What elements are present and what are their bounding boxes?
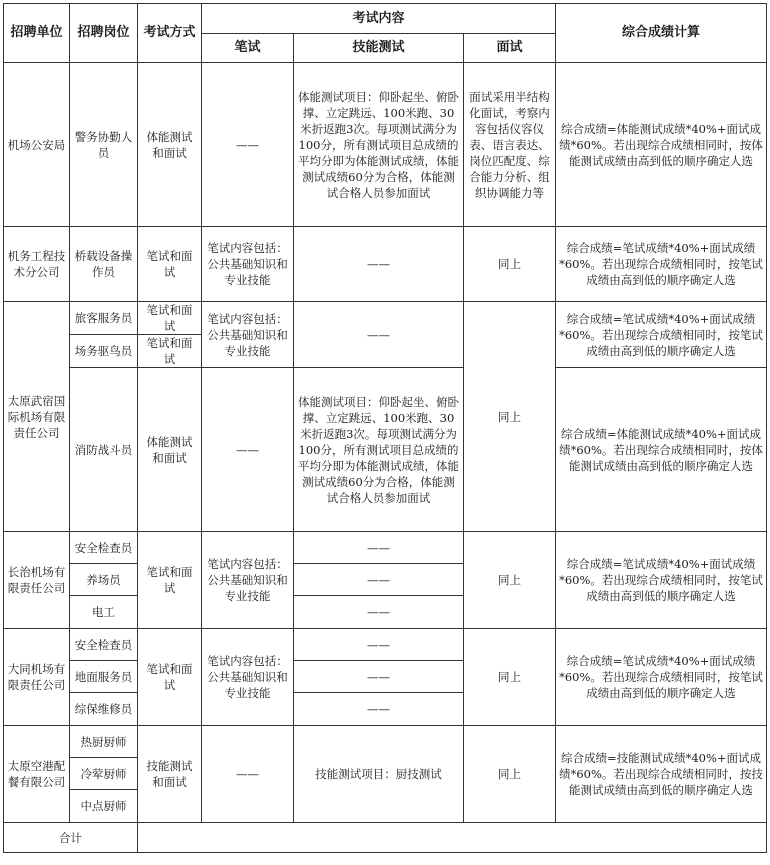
position-cell: 养场员 bbox=[70, 564, 138, 596]
unit-cell: 长治机场有限责任公司 bbox=[4, 532, 70, 629]
recruitment-table bbox=[3, 3, 767, 853]
position-cell: 消防战斗员 bbox=[70, 368, 138, 532]
header-position: 招聘岗位 bbox=[70, 4, 138, 63]
skill-cell: —— bbox=[294, 629, 464, 661]
interview-cell: 面试采用半结构化面试，考察内容包括仪容仪表、语言表达、岗位匹配度、综合能力分析、组织协调能力等 bbox=[464, 63, 556, 227]
table-row bbox=[4, 302, 767, 335]
table-row bbox=[4, 227, 767, 302]
method-cell: 笔试和面试 bbox=[138, 302, 202, 335]
unit-cell: 机场公安局 bbox=[4, 63, 70, 227]
method-cell: 笔试和面试 bbox=[138, 629, 202, 726]
skill-cell: —— bbox=[294, 661, 464, 693]
skill-cell: —— bbox=[294, 564, 464, 596]
score-cell: 综合成绩=笔试成绩*40%+面试成绩*60%。若出现综合成绩相同时，按笔试成绩由高到低的顺序确定人选 bbox=[556, 302, 767, 368]
score-cell: 综合成绩=技能测试成绩*40%+面试成绩*60%。若出现综合成绩相同时，按技能测试成绩由高到低的顺序确定人选 bbox=[556, 726, 767, 823]
position-cell: 场务驱鸟员 bbox=[70, 335, 138, 368]
total-label: 合计 bbox=[4, 823, 138, 853]
skill-cell: —— bbox=[294, 596, 464, 629]
written-cell: —— bbox=[202, 368, 294, 532]
table-row bbox=[4, 368, 767, 532]
header-exam-method: 考试方式 bbox=[138, 4, 202, 63]
interview-cell: 同上 bbox=[464, 629, 556, 726]
position-cell: 桥载设备操作员 bbox=[70, 227, 138, 302]
unit-cell: 太原空港配餐有限公司 bbox=[4, 726, 70, 823]
position-cell: 冷荤厨师 bbox=[70, 758, 138, 790]
header-exam-content: 考试内容 bbox=[202, 4, 556, 34]
interview-cell: 同上 bbox=[464, 532, 556, 629]
table-row bbox=[4, 726, 767, 758]
position-cell: 电工 bbox=[70, 596, 138, 629]
method-cell: 技能测试和面试 bbox=[138, 726, 202, 823]
score-cell: 综合成绩=体能测试成绩*40%+面试成绩*60%。若出现综合成绩相同时，按体能测试成绩由高到低的顺序确定人选 bbox=[556, 63, 767, 227]
written-cell: 笔试内容包括：公共基础知识和专业技能 bbox=[202, 532, 294, 629]
interview-cell: 同上 bbox=[464, 227, 556, 302]
header-score: 综合成绩计算 bbox=[556, 4, 767, 63]
skill-cell: —— bbox=[294, 227, 464, 302]
unit-cell: 大同机场有限责任公司 bbox=[4, 629, 70, 726]
table-row bbox=[4, 532, 767, 564]
skill-cell: —— bbox=[294, 532, 464, 564]
score-cell: 综合成绩=笔试成绩*40%+面试成绩*60%。若出现综合成绩相同时，按笔试成绩由高到低的顺序确定人选 bbox=[556, 629, 767, 726]
interview-cell: 同上 bbox=[464, 302, 556, 532]
score-cell: 综合成绩=笔试成绩*40%+面试成绩*60%。若出现综合成绩相同时，按笔试成绩由高到低的顺序确定人选 bbox=[556, 532, 767, 629]
position-cell: 旅客服务员 bbox=[70, 302, 138, 335]
skill-cell: 体能测试项目：仰卧起坐、俯卧撑、立定跳远、100米跑、30米折返跑3次。每项测试满分为100分，所有测试项目总成绩的平均分即为体能测试成绩，体能测试成绩60分为合格，体能测试合格人员参加面试 bbox=[294, 368, 464, 532]
interview-cell: 同上 bbox=[464, 726, 556, 823]
header-interview: 面试 bbox=[464, 34, 556, 63]
table-row bbox=[4, 63, 767, 227]
written-cell: 笔试内容包括：公共基础知识和专业技能 bbox=[202, 227, 294, 302]
total-value bbox=[138, 823, 767, 853]
position-cell: 安全检查员 bbox=[70, 532, 138, 564]
written-cell: 笔试内容包括：公共基础知识和专业技能 bbox=[202, 629, 294, 726]
skill-cell: —— bbox=[294, 693, 464, 726]
position-cell: 中点厨师 bbox=[70, 790, 138, 823]
skill-cell: —— bbox=[294, 302, 464, 368]
position-cell: 热厨厨师 bbox=[70, 726, 138, 758]
score-cell: 综合成绩=体能测试成绩*40%+面试成绩*60%。若出现综合成绩相同时，按体能测试成绩由高到低的顺序确定人选 bbox=[556, 368, 767, 532]
position-cell: 警务协勤人员 bbox=[70, 63, 138, 227]
method-cell: 笔试和面试 bbox=[138, 335, 202, 368]
total-row bbox=[4, 823, 767, 853]
method-cell: 笔试和面试 bbox=[138, 532, 202, 629]
written-cell: 笔试内容包括：公共基础知识和专业技能 bbox=[202, 302, 294, 368]
written-cell: —— bbox=[202, 726, 294, 823]
unit-cell: 机务工程技术分公司 bbox=[4, 227, 70, 302]
position-cell: 综保维修员 bbox=[70, 693, 138, 726]
header-written: 笔试 bbox=[202, 34, 294, 63]
method-cell: 体能测试和面试 bbox=[138, 368, 202, 532]
written-cell: —— bbox=[202, 63, 294, 227]
header-skill: 技能测试 bbox=[294, 34, 464, 63]
table-row bbox=[4, 629, 767, 661]
unit-cell: 太原武宿国际机场有限责任公司 bbox=[4, 302, 70, 532]
position-cell: 地面服务员 bbox=[70, 661, 138, 693]
header-unit: 招聘单位 bbox=[4, 4, 70, 63]
skill-cell: 体能测试项目：仰卧起坐、俯卧撑、立定跳远、100米跑、30米折返跑3次。每项测试满分为100分，所有测试项目总成绩的平均分即为体能测试成绩，体能测试成绩60分为合格，体能测试合格人员参加面试 bbox=[294, 63, 464, 227]
position-cell: 安全检查员 bbox=[70, 629, 138, 661]
method-cell: 体能测试和面试 bbox=[138, 63, 202, 227]
skill-cell: 技能测试项目：厨技测试 bbox=[294, 726, 464, 823]
method-cell: 笔试和面试 bbox=[138, 227, 202, 302]
score-cell: 综合成绩=笔试成绩*40%+面试成绩*60%。若出现综合成绩相同时，按笔试成绩由高到低的顺序确定人选 bbox=[556, 227, 767, 302]
